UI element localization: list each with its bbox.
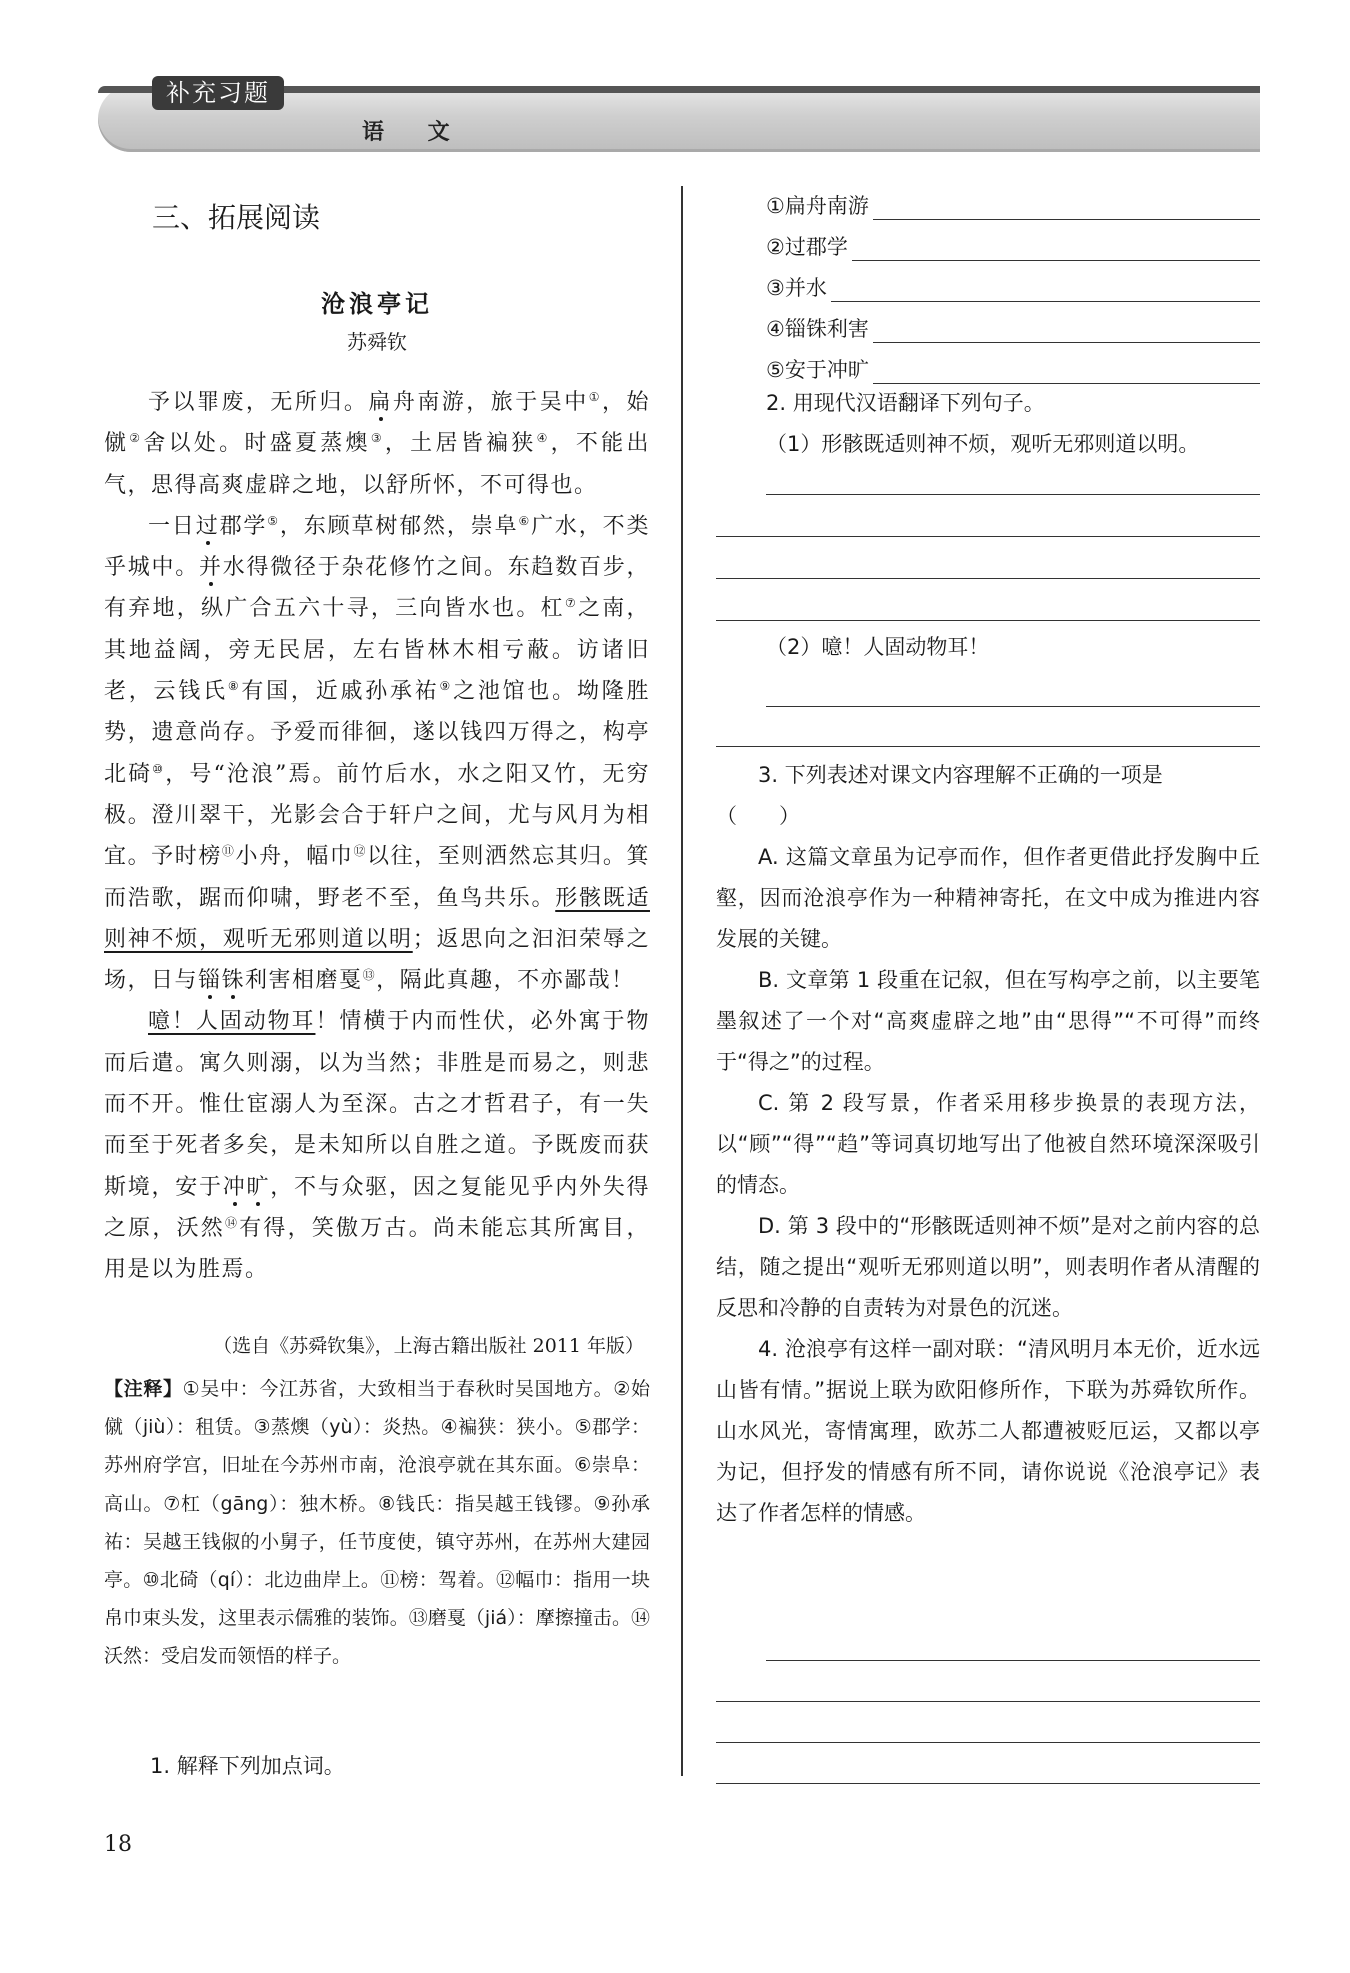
question-3-stem: 3. 下列表述对课文内容理解不正确的一项是 [758,763,1163,787]
option-a: A. 这篇文章虽为记亭而作，但作者更借此抒发胸中丘壑，因而沧浪亭作为一种精神寄托，在文中成为推进内容发展的关键。 [716,845,1260,951]
answer-line[interactable] [716,1701,1260,1702]
q1-item-3: ③并水 [766,276,827,300]
option-d: D. 第 3 段中的“形骸既适则神不烦”是对之前内容的总结，随之提出“观听无邪则道以明”，则表明作者从清醒的反思和冷静的自责转为对景色的沉迷。 [716,1214,1260,1320]
question-1: 1. 解释下列加点词。 [150,1754,345,1778]
section-title: 三、拓展阅读 [152,201,321,234]
question-2-sentence-2: （2）噫！人固动物耳！ [766,635,990,659]
answer-line[interactable] [852,236,1260,261]
answer-row-4 [766,303,1260,343]
answer-line[interactable] [873,318,1260,343]
header-tag: 补充习题 [152,76,284,110]
answer-line[interactable] [716,1783,1260,1784]
answer-line[interactable] [766,1660,1260,1661]
q1-item-5: ⑤安于冲旷 [766,358,869,382]
question-2: 2. 用现代汉语翻译下列句子。 [766,391,1045,415]
article-body [104,382,650,1291]
answer-row-3 [766,262,1260,302]
answer-line[interactable] [766,494,1260,495]
notes [104,1370,650,1676]
q1-item-1: ①扁舟南游 [766,194,869,218]
question-3 [716,755,1260,1534]
question-4: 4. 沧浪亭有这样一副对联：“清风明月本无价，近水远山皆有情。”据说上联为欧阳修所作，下联为苏舜钦所作。山水风光，寄情寓理，欧苏二人都遭被贬厄运，又都以亭为记，但抒发的情感有所不同，请你说说《沧浪亭记》表达了作者怎样的情感。 [716,1337,1260,1525]
option-b: B. 文章第 1 段重在记叙，但在写构亭之前，以主要笔墨叙述了一个对“高爽虚辟之地”由“思得”“不可得”而终于“得之”的过程。 [716,968,1260,1074]
answer-line[interactable] [716,578,1260,579]
header-subject: 语 文 [362,120,468,145]
column-divider [681,186,683,1776]
page-number: 18 [104,1832,132,1857]
answer-row-2 [766,221,1260,261]
answer-line[interactable] [716,620,1260,621]
answer-line[interactable] [716,746,1260,747]
answer-line[interactable] [716,536,1260,537]
q1-item-2: ②过郡学 [766,235,848,259]
notes-text: ①吴中：今江苏省，大致相当于春秋时吴国地方。②始僦（jiù）：租赁。③蒸燠（yù）：炎热。④褊狭：狭小。⑤郡学：苏州府学宫，旧址在今苏州市南，沧浪亭就在其东面。⑥崇阜：高山。⑦杠（gāng）：独木桥。⑧钱氏：指吴越王钱镠。⑨孙承祐：吴越王钱俶的小舅子，任节度使，镇守苏州，在苏州大建园亭。⑩北碕（qí）：北边曲岸上。⑪榜：驾着。⑫幅巾：指用一块帛巾束头发，这里表示儒雅的装饰。⑬磨戛（jiá）：摩擦撞击。⑭沃然：受启发而领悟的样子。 [104,1378,650,1668]
notes-label: 【注释】 [104,1378,183,1400]
paragraph-3: 噫！人固动物耳！情横于内而性伏，必外寓于物而后遣。寓久则溺，以为当然；非胜是而易之，则悲而不开。惟仕宦溺人为至深。古之才哲君子，有一失而至于死者多矣，是未知所以自胜之道。予既废而获斯境，安于冲旷，不与众驱，因之复能见乎内外失得之原，沃然⑭有得，笑傲万古。尚未能忘其所寓目，用是以为胜焉。 [104,1009,650,1283]
q1-item-4: ④锱铢利害 [766,317,869,341]
answer-row-5 [766,344,1260,384]
option-c: C. 第 2 段写景，作者采用移步换景的表现方法，以“顾”“得”“趋”等词真切地写出了他被自然环境深深吸引的情态。 [716,1091,1260,1197]
answer-line[interactable] [716,1742,1260,1743]
question-2-sentence-1: （1）形骸既适则神不烦，观听无邪则道以明。 [766,432,1200,456]
article-title: 沧浪亭记 [321,289,433,318]
paragraph-2: 一日过郡学⑤，东顾草树郁然，崇阜⑥广水，不类乎城中。并水得微径于杂花修竹之间。东趋数百步，有弃地，纵广合五六十寻，三向皆水也。杠⑦之南，其地益阔，旁无民居，左右皆林木相亏蔽。访诸旧老，云钱氏⑧有国，近戚孙承祐⑨之池馆也。坳隆胜势，遗意尚存。予爱而徘徊，遂以钱四万得之，构亭北碕⑩，号“沧浪”焉。前竹后水，水之阳又竹，无穷极。澄川翠干，光影会合于轩户之间，尤与风月为相宜。予时榜⑪小舟，幅巾⑫以往，至则洒然忘其归。箕而浩歌，踞而仰啸，野老不至，鱼鸟共乐。形骸既适则神不烦，观听无邪则道以明；返思向之汩汩荣辱之场，日与锱铢利害相磨戛⑬，隔此真趣，不亦鄙哉！ [104,513,650,994]
answer-line[interactable] [831,277,1260,302]
answer-row-1 [766,180,1260,220]
article-source: （选自《苏舜钦集》，上海古籍出版社 2011 年版） [213,1335,644,1357]
question-3-paren: （ ） [716,804,800,828]
article-author: 苏舜钦 [347,330,407,354]
answer-line[interactable] [873,359,1260,384]
answer-line[interactable] [873,195,1260,220]
answer-line[interactable] [766,706,1260,707]
paragraph-1: 予以罪废，无所归。扁舟南游，旅于吴中①，始僦②舍以处。时盛夏蒸燠③，土居皆褊狭④，不能出气，思得高爽虚辟之地，以舒所怀，不可得也。 [104,390,650,498]
